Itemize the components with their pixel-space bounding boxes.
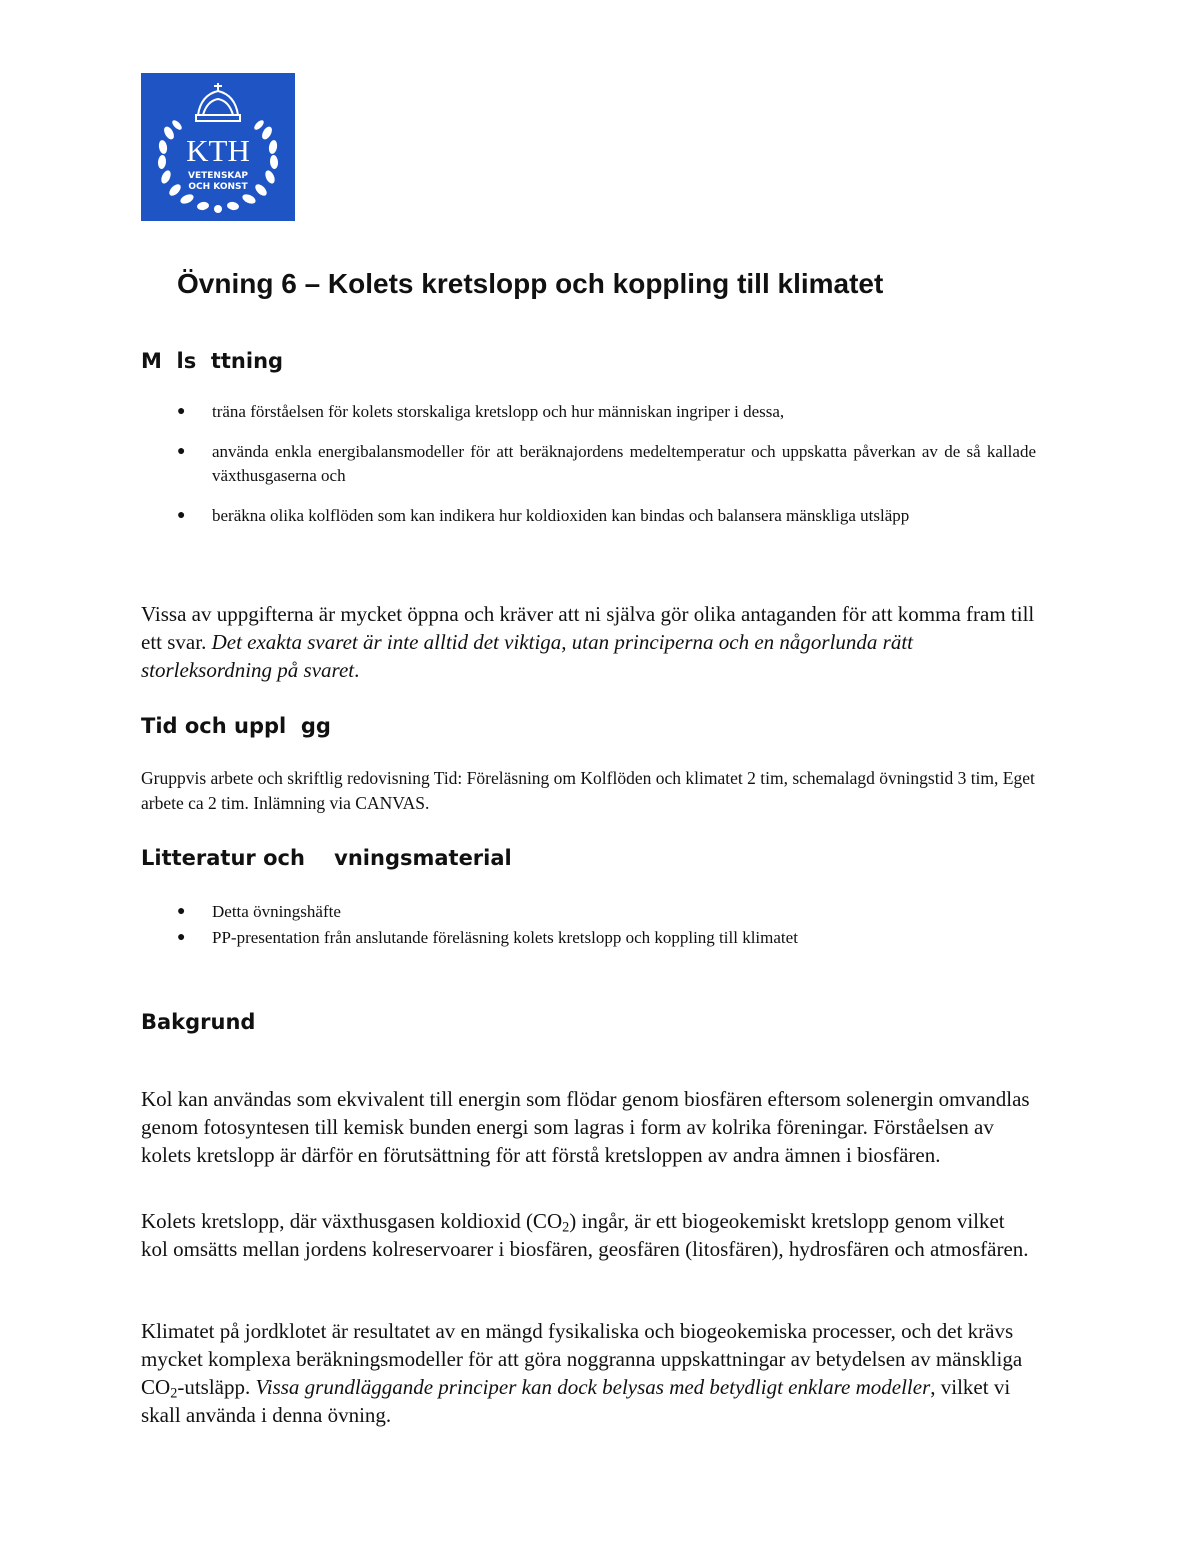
goals-list (141, 400, 1036, 544)
bullet-icon: ● (177, 508, 186, 523)
list-item: ● använda enkla energibalansmodeller för att beräknajordens medeltemperatur och uppskatta påverkan av de så kallade växthusgaserna och (177, 442, 1036, 485)
bullet-icon: ● (177, 904, 186, 919)
logo-text: KTH (186, 133, 250, 168)
bullet-icon: ● (177, 404, 186, 419)
list-item: ● PP-presentation från anslutande föreläsning kolets kretslopp och koppling till klimatet (141, 926, 901, 950)
bakgrund-paragraph-1: Kol kan användas som ekvivalent till energin som flödar genom biosfären eftersom solenergin omvandlas genom fotosyntesen till kemisk bunden energi som lagras i form av kolrika föreningar. Förståelsen av kolets kretslopp är därför en förutsättning för att förstå kretsloppen av andra ämnen i biosfären. (141, 1087, 1030, 1167)
literature-list (141, 900, 901, 952)
tid-paragraph: Gruppvis arbete och skriftlig redovisning Tid: Föreläsning om Kolflöden och klimatet 2 tim, schemalagd övningstid 3 tim, Eget arbete ca 2 tim. Inlämning via CANVAS. (141, 768, 1035, 813)
kth-seal-icon (141, 73, 295, 221)
bullet-icon: ● (177, 444, 186, 459)
bullet-icon: ● (177, 930, 186, 945)
list-item: ● träna förståelsen för kolets storskaliga kretslopp och hur människan ingriper i dessa, (141, 400, 1036, 424)
list-item: ● beräkna olika kolflöden som kan indikera hur koldioxiden kan bindas och balansera mänskliga utsläpp (141, 504, 1036, 528)
page-title: Övning 6 – Kolets kretslopp och koppling till klimatet (177, 268, 884, 299)
bakgrund-paragraph-3: Klimatet på jordklotet är resultatet av en mängd fysikaliska och biogeokemiska processer, och det krävs mycket komplexa beräkningsmodeller för att göra noggranna uppskattningar av betydelsen av mänskliga $CO_2$-utsläpp. Vissa grundläggande principer kan dock belysas med betydligt enklare modeller, vilket vi skall använda i denna övning. (141, 1319, 1023, 1427)
logo-line1: VETENSKAP (188, 171, 248, 181)
kth-logo (141, 73, 295, 221)
logo-line2: OCH KONST (188, 182, 248, 192)
heading-bakgrund: Bakgrund (141, 1010, 256, 1034)
heading-malsattning: M ls ttning (141, 349, 284, 373)
bakgrund-paragraph-2: Kolets kretslopp, där växthusgasen koldioxid $(CO_2)$ ingår, är ett biogeokemiskt kretslopp genom vilket kol omsätts mellan jordens kolreservoarer i biosfären, geosfären (litosfären), hydrosfären och atmosfären. (141, 1209, 1029, 1261)
heading-tid: Tid och uppl gg (141, 714, 331, 738)
heading-litteratur: Litteratur och vningsmaterial (141, 846, 512, 870)
list-item: ● Detta övningshäfte (141, 900, 901, 924)
intro-paragraph: Vissa av uppgifterna är mycket öppna och kräver att ni själva gör olika antaganden för att komma fram till ett svar. Det exakta svaret är inte alltid det viktiga, utan principerna och en någorlunda rätt storleksordning på svaret. (141, 602, 1035, 682)
